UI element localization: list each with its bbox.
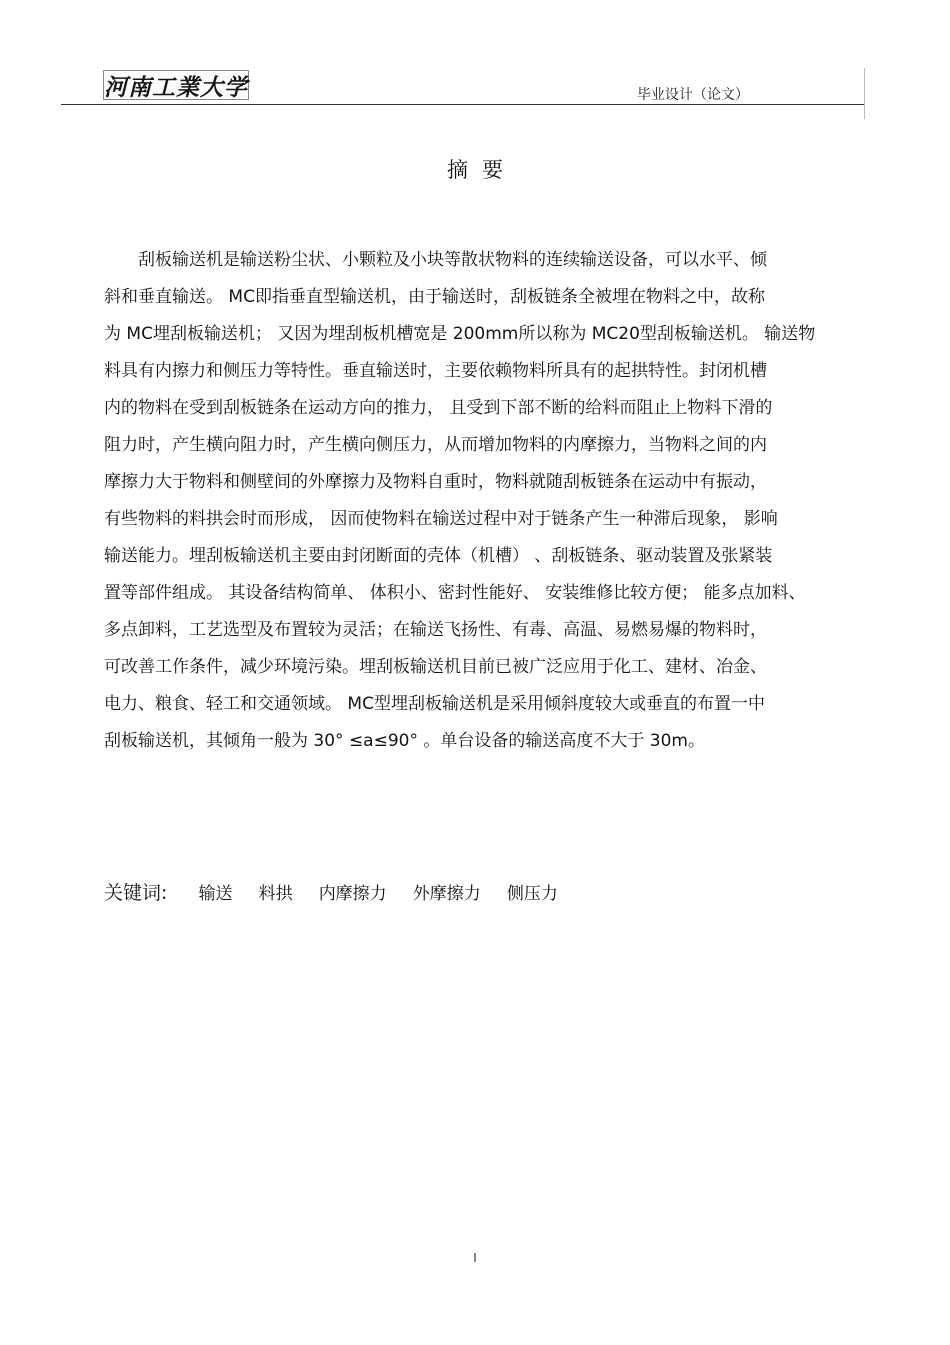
university-logo bbox=[103, 70, 249, 100]
paragraph-line: 刮板输送机，其倾角一般为 30° ≤a≤90° 。单台设备的输送高度不大于 30m。 bbox=[104, 731, 705, 751]
header-divider bbox=[61, 104, 864, 105]
keyword-item: 料拱 bbox=[258, 884, 293, 904]
header-document-type: 毕业设计（论文） bbox=[637, 87, 749, 103]
paragraph-line: 刮板输送机是输送粉尘状、小颗粒及小块等散状物料的连续输送设备，可以水平、倾 bbox=[138, 250, 767, 270]
university-logo-text: 河南工業大学 bbox=[104, 73, 248, 101]
paragraph-line: 输送能力。埋刮板输送机主要由封闭断面的壳体（机槽） 、刮板链条、驱动装置及张紧装 bbox=[104, 546, 773, 566]
keyword-item: 外摩擦力 bbox=[412, 884, 481, 904]
keywords-section bbox=[104, 878, 579, 905]
abstract-title: 摘要 bbox=[447, 158, 517, 182]
paragraph-line: 斜和垂直输送。 MC即指垂直型输送机，由于输送时，刮板链条全被埋在物料之中，故称 bbox=[104, 287, 765, 307]
paragraph-line: 摩擦力大于物料和侧壁间的外摩擦力及物料自重时，物料就随刮板链条在运动中有振动， bbox=[104, 472, 767, 492]
page-header bbox=[0, 0, 950, 120]
keyword-item: 输送 bbox=[198, 884, 233, 904]
paragraph-line: 有些物料的料拱会时而形成， 因而使物料在输送过程中对于链条产生一种滞后现象， 影响 bbox=[104, 509, 778, 529]
paragraph-line: 电力、粮食、轻工和交通领域。 MC型埋刮板输送机是采用倾斜度较大或垂直的布置一中 bbox=[104, 694, 765, 714]
keyword-item: 侧压力 bbox=[506, 884, 558, 904]
page-number: I bbox=[473, 1251, 477, 1265]
paragraph-line: 可改善工作条件，减少环境污染。埋刮板输送机目前已被广泛应用于化工、建材、冶金、 bbox=[104, 657, 767, 677]
paragraph-line: 多点卸料，工艺选型及布置较为灵活；在输送飞扬性、有毒、高温、易燃易爆的物料时， bbox=[104, 620, 767, 640]
paragraph-line: 内的物料在受到刮板链条在运动方向的推力， 且受到下部不断的给料而阻止上物料下滑的 bbox=[104, 398, 773, 418]
header-vertical-divider bbox=[864, 68, 865, 119]
paragraph-line: 为 MC埋刮板输送机； 又因为埋刮板机槽宽是 200mm所以称为 MC20型刮板输送机。 输送物 bbox=[104, 324, 816, 344]
paragraph-line: 阻力时，产生横向阻力时，产生横向侧压力，从而增加物料的内摩擦力，当物料之间的内 bbox=[104, 435, 767, 455]
paragraph-line: 置等部件组成。 其设备结构简单、 体积小、密封性能好、 安装维修比较方便； 能多点加料、 bbox=[104, 583, 806, 603]
paragraph-line: 料具有内擦力和侧压力等特性。垂直输送时，主要依赖物料所具有的起拱特性。封闭机槽 bbox=[104, 361, 767, 381]
keyword-item: 内摩擦力 bbox=[318, 884, 387, 904]
keywords-label: 关键词: bbox=[104, 882, 168, 904]
